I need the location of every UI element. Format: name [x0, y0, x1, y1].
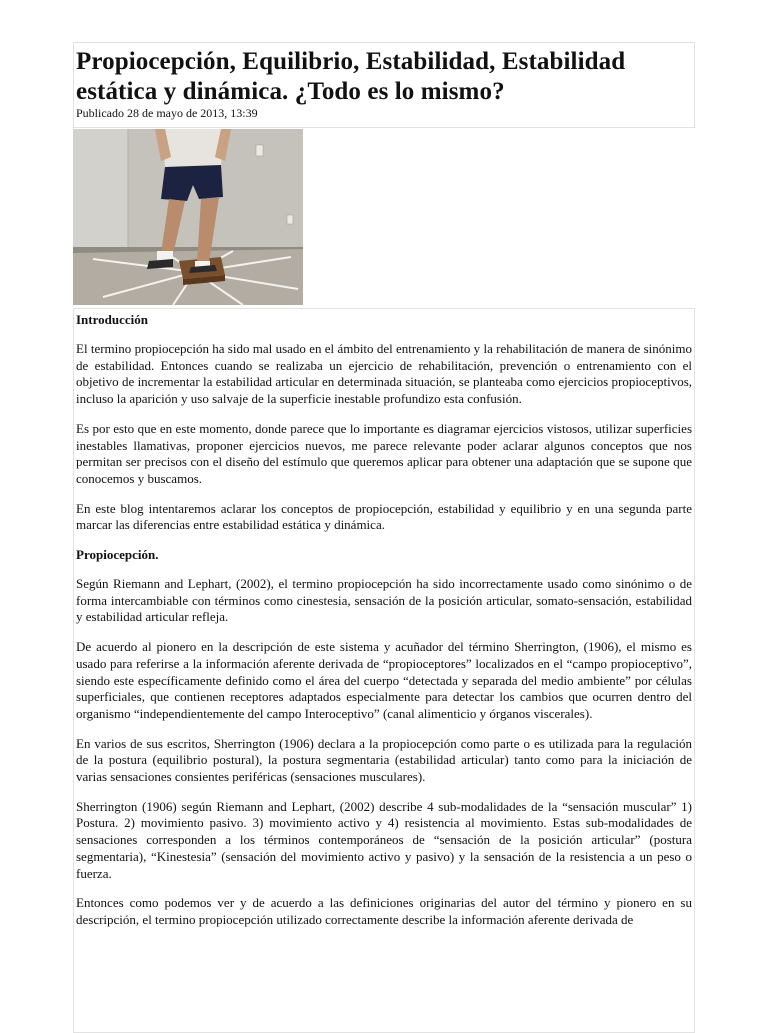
- paragraph: Sherrington (1906) según Riemann and Lephart, (2002) describe 4 sub-modalidades de la “sensación muscular” 1) Postura. 2) movimiento pasivo. 3) movimiento activo y 4) resistencia al movimiento. Estas sub-modalidades de sensaciones corresponden a los términos contemporáneos de “sensación de la posición articular” (postura segmentaria), “Kinestesia” (sensación del movimiento activo y pasivo) y la sensación de la resistencia a un peso o fuerza.: [76, 798, 692, 881]
- paragraph: En varios de sus escritos, Sherrington (1906) declara a la propiocepción como parte o es utilizada para la regulación de la postura (equilibrio postural), la postura segmentaria (estabilidad articular) tanto como para la iniciación de varias sensaciones consientes periféricas (sensaciones musculares).: [76, 735, 692, 785]
- person-standing-on-balance-board-photo: [73, 129, 303, 305]
- section-heading-propiocepcion: Propiocepción.: [76, 547, 159, 563]
- paragraph: Entonces como podemos ver y de acuerdo a las definiciones originarias del autor del término y pionero en su descripción, el termino propiocepción utilizado correctamente describe la información aferente derivada de: [76, 895, 692, 927]
- title-box: [73, 42, 695, 128]
- paragraph: En este blog intentaremos aclarar los conceptos de propiocepción, estabilidad y equilibrio y en una segunda parte marcar las diferencias entre estabilidad estática y dinámica.: [76, 500, 692, 533]
- paragraph: Según Riemann and Lephart, (2002), el termino propiocepción ha sido incorrectamente usado como sinónimo o de forma intercambiable con términos como cinestesia, sensación de la posición articular, somato-sensación, estabilidad y estabilidad articular refleja.: [76, 576, 692, 625]
- paragraph: De acuerdo al pionero en la descripción de este sistema y acuñador del término Sherrington, (1906), el mismo es usado para referirse a la información aferente derivada de “propioceptores” localizados en el “campo propioceptivo”, siendo este específicamente definido como el área del cuerpo “detectada y separada del medio ambiente” por células superficiales, que contienen receptores adaptados especialmente para detectar los cambios que ocurren dentro del organismo “independientemente del campo Interoceptivo” (canal alimenticio y órganos viscerales).: [76, 639, 692, 721]
- publish-date: Publicado 28 de mayo de 2013, 13:39: [76, 106, 258, 120]
- article: [73, 42, 695, 1033]
- paragraph: El termino propiocepción ha sido mal usado en el ámbito del entrenamiento y la rehabilitación de manera de sinónimo de estabilidad. Entonces cuando se realizaba un ejercicio de rehabilitación, prevención o entrenamiento con el objetivo de incrementar la estabilidad articular en determinada situación, se planteaba como ejercicios propioceptivos, incluso la aparición y uso salvaje de la superficie inestable profundizo esta confusión.: [76, 341, 692, 407]
- section-heading-introduccion: Introducción: [76, 312, 148, 327]
- paragraph: Es por esto que en este momento, donde parece que lo importante es diagramar ejercicios vistosos, utilizar superficies inestables llamativas, proponer ejercicios nuevos, me parece relevante poder aclarar algunos conceptos que nos permitan ser precisos con el diseño del estímulo que queremos aplicar para obtener una adaptación que se supone que conocemos y buscamos.: [76, 420, 692, 486]
- article-body: [73, 308, 695, 1033]
- article-photo: [73, 129, 303, 305]
- article-title: Propiocepción, Equilibrio, Estabilidad, Estabilidad estática y dinámica. ¿Todo es lo mismo?: [76, 48, 626, 105]
